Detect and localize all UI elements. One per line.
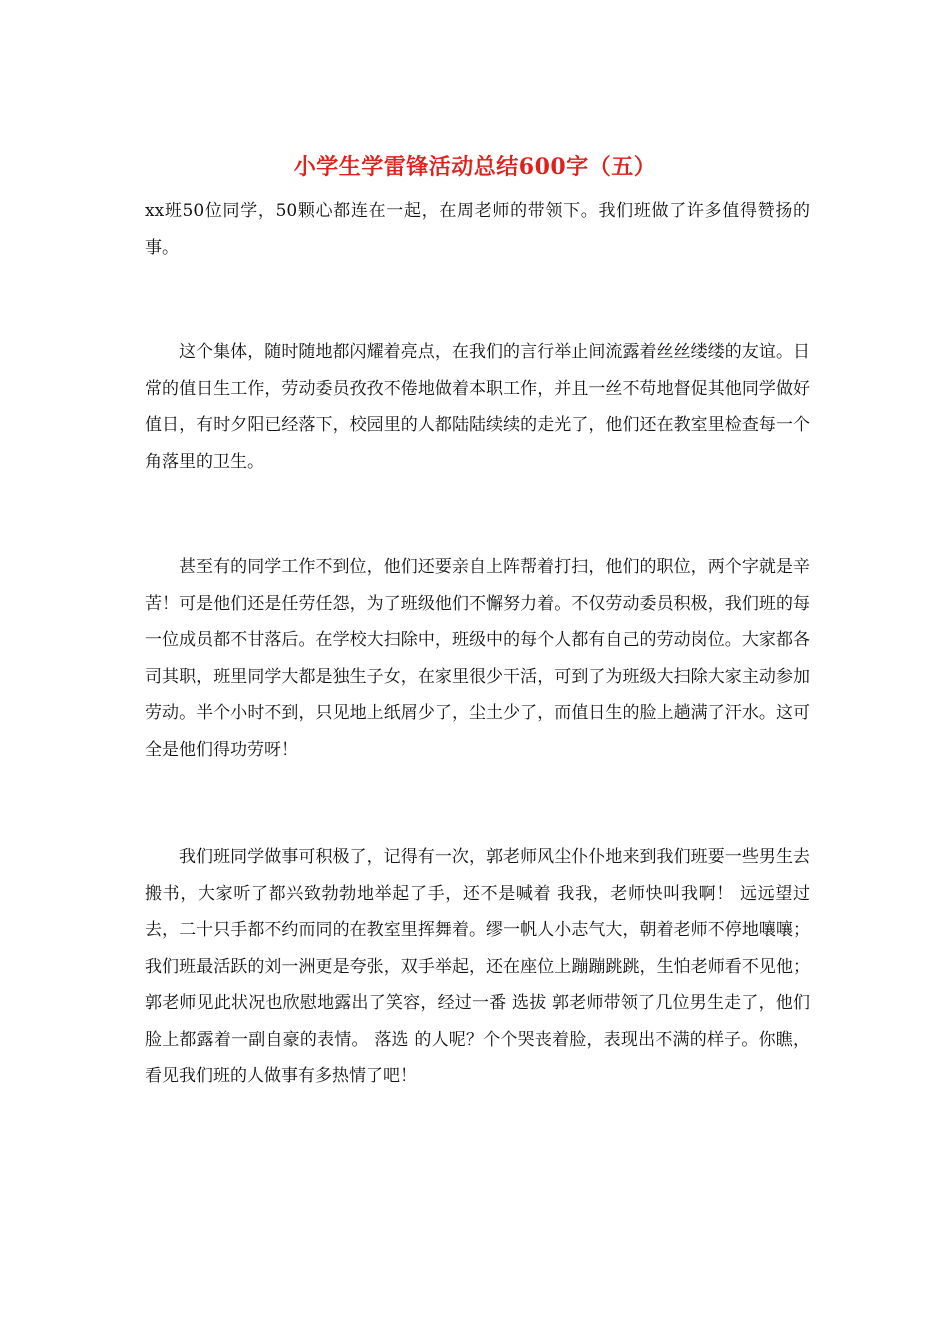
paragraph-2: 这个集体，随时随地都闪耀着亮点，在我们的言行举止间流露着丝丝缕缕的友谊。日常的值日生工作，劳动委员孜孜不倦地做着本职工作，并且一丝不苟地督促其他同学做好值日，有时夕阳已经落下，校园里的人都陆陆续续的走光了，他们还在教室里检查每一个角落里的卫生。 [145, 342, 810, 472]
paragraph-4: 我们班同学做事可积极了，记得有一次，郭老师风尘仆仆地来到我们班要一些男生去搬书，大家听了都兴致勃勃地举起了手，还不是喊着 我我，老师快叫我啊！ 远远望过去，二十只手都不约而同的在教室里挥舞着。缪一帆人小志气大，朝着老师不停地嚷嚷；我们班最活跃的刘一洲更是夸张，双手举起，还在座位上蹦蹦跳跳，生怕老师看不见他；郭老师见此状况也欣慰地露出了笑容，经过一番 选拔 郭老师带领了几位男生走了，他们脸上都露着一副自豪的表情。 落选 的人呢？个个哭丧着脸，表现出不满的样子。你瞧，看见我们班的人做事有多热情了吧！ [145, 847, 810, 1086]
paragraph-3: 甚至有的同学工作不到位，他们还要亲自上阵帮着打扫，他们的职位，两个字就是辛苦！可是他们还是任劳任怨，为了班级他们不懈努力着。不仅劳动委员积极，我们班的每一位成员都不甘落后。在学校大扫除中，班级中的每个人都有自己的劳动岗位。大家都各司其职，班里同学大都是独生子女，在家里很少干活，可到了为班级大扫除大家主动参加劳动。半个小时不到，只见地上纸屑少了，尘土少了，而值日生的脸上趟满了汗水。这可全是他们得功劳呀！ [145, 557, 810, 760]
paragraph-1: xx班50位同学，50颗心都连在一起，在周老师的带领下。我们班做了许多值得赞扬的事。 [145, 201, 810, 258]
document-title: 小学生学雷锋活动总结600字（五） [293, 154, 657, 180]
